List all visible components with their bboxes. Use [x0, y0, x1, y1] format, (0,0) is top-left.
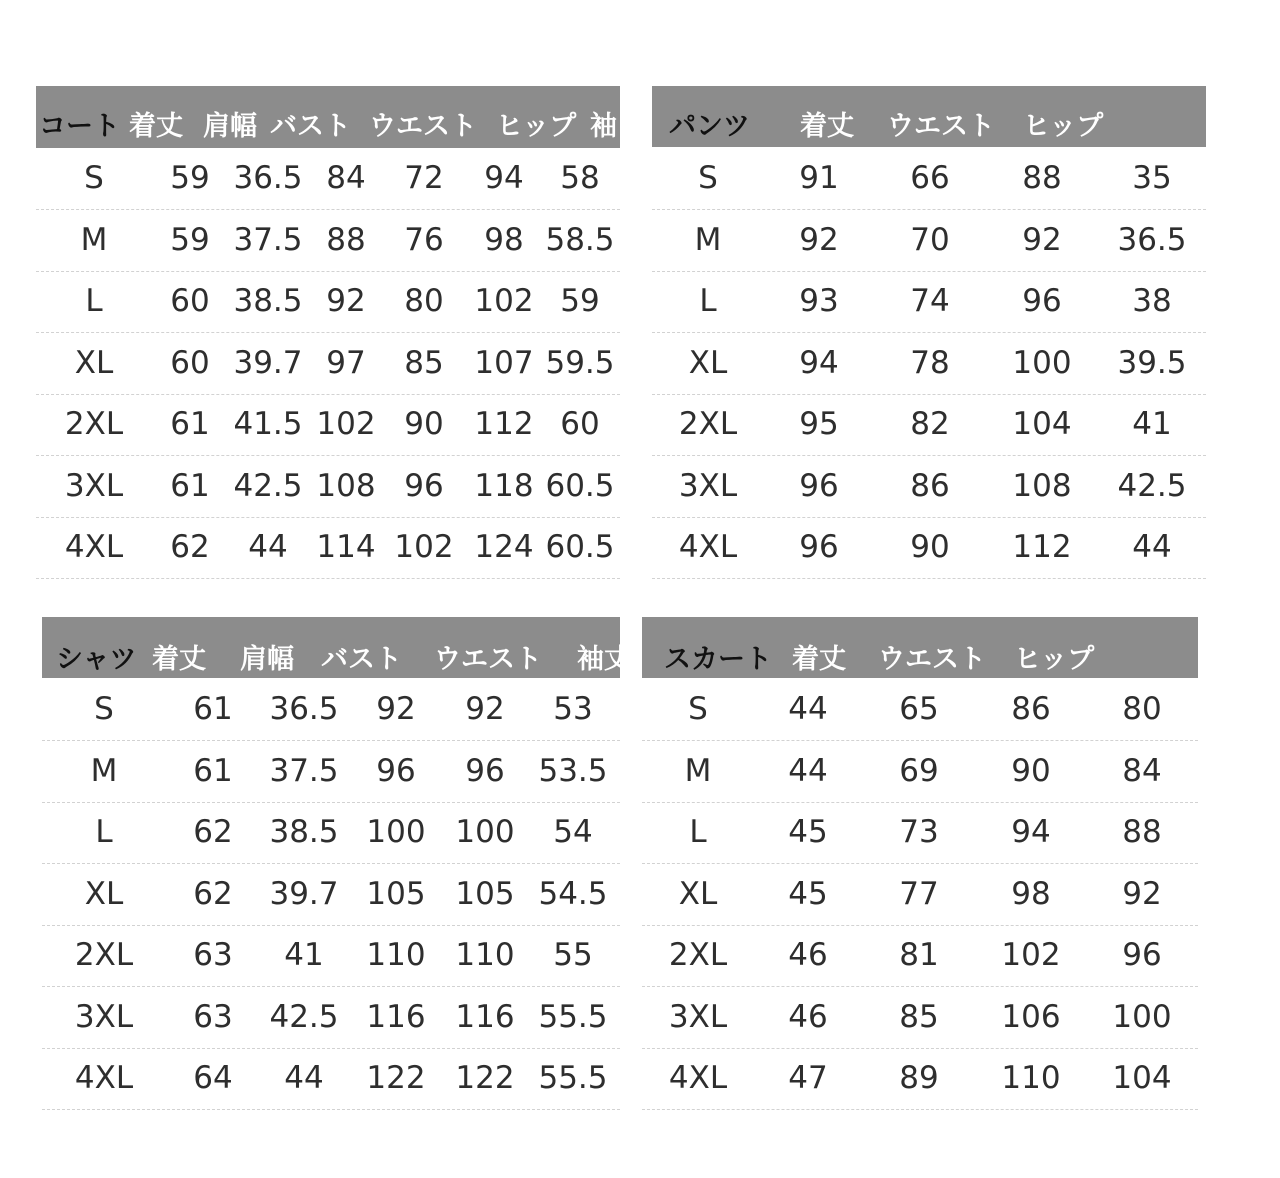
size-label: S	[94, 691, 114, 727]
column-header: バスト	[321, 644, 402, 675]
measurement-cell: 88	[326, 221, 366, 258]
size-label: 4XL	[74, 1060, 134, 1096]
measurement-cell: 80	[1122, 691, 1162, 727]
measurement-cell: 59	[170, 160, 210, 196]
table-row	[642, 925, 1198, 987]
measurement-cell: 118	[474, 467, 534, 504]
measurement-cell: 92	[1122, 875, 1162, 912]
measurement-cell: 85	[404, 344, 444, 381]
measurement-cell: 45	[788, 814, 828, 850]
table-row	[36, 394, 620, 456]
measurement-cell: 62	[170, 529, 210, 565]
measurement-cell: 39.7	[269, 875, 339, 912]
measurement-cell: 80	[404, 283, 444, 319]
measurement-cell: 39.5	[1117, 344, 1187, 381]
column-header: 袖	[590, 111, 617, 142]
measurement-cell: 86	[1011, 691, 1051, 727]
measurement-cell: 92	[326, 283, 366, 319]
measurement-cell: 44	[284, 1060, 324, 1096]
table-row	[642, 987, 1198, 1049]
measurement-cell: 86	[910, 467, 950, 504]
measurement-cell: 41.5	[233, 406, 303, 442]
measurement-cell: 35	[1132, 160, 1172, 196]
table-row	[652, 148, 1206, 210]
measurement-cell: 66	[910, 160, 950, 196]
measurement-cell: 46	[788, 998, 828, 1035]
measurement-cell: 59.5	[545, 344, 615, 381]
measurement-cell: 116	[366, 998, 426, 1035]
measurement-cell: 96	[465, 752, 505, 789]
size-label: M	[80, 221, 108, 258]
column-header: ヒップ	[1014, 644, 1095, 675]
size-label: M	[90, 752, 118, 789]
table-row	[42, 864, 620, 926]
column-header: 肩幅	[203, 111, 257, 142]
measurement-cell: 39.7	[233, 344, 303, 381]
column-header: 袖丈	[577, 644, 631, 675]
measurement-cell: 85	[899, 998, 939, 1035]
measurement-cell: 53	[553, 691, 593, 727]
measurement-cell: 91	[799, 160, 839, 196]
measurement-cell: 60.5	[545, 529, 615, 565]
measurement-cell: 90	[910, 529, 950, 565]
table-title: パンツ	[669, 111, 750, 142]
size-label: 3XL	[678, 467, 738, 504]
measurement-cell: 102	[316, 406, 376, 442]
measurement-cell: 54	[553, 814, 593, 850]
size-label: XL	[74, 344, 114, 381]
measurement-cell: 60	[560, 406, 600, 442]
measurement-cell: 88	[1022, 160, 1062, 196]
measurement-cell: 92	[376, 691, 416, 727]
measurement-cell: 78	[910, 344, 950, 381]
measurement-cell: 94	[799, 344, 839, 381]
measurement-cell: 90	[1011, 752, 1051, 789]
measurement-cell: 100	[455, 814, 515, 850]
measurement-cell: 97	[326, 344, 366, 381]
table-row	[652, 517, 1206, 579]
measurement-cell: 47	[788, 1060, 828, 1096]
table-row	[36, 148, 620, 210]
measurement-cell: 112	[474, 406, 534, 442]
measurement-cell: 63	[193, 998, 233, 1035]
measurement-cell: 112	[1012, 529, 1072, 565]
measurement-cell: 92	[1022, 221, 1062, 258]
measurement-cell: 60	[170, 344, 210, 381]
column-header: ヒップ	[1023, 111, 1104, 142]
size-label: M	[694, 221, 722, 258]
column-header: ウエスト	[887, 111, 995, 142]
size-label: L	[689, 814, 707, 850]
measurement-cell: 61	[193, 691, 233, 727]
table-title: コート	[39, 111, 120, 142]
table-row	[42, 679, 620, 741]
table-row	[36, 333, 620, 395]
column-header: バスト	[270, 111, 351, 142]
measurement-cell: 63	[193, 937, 233, 973]
measurement-cell: 61	[170, 467, 210, 504]
column-header: 着丈	[792, 644, 846, 675]
table-row	[36, 517, 620, 579]
measurement-cell: 122	[455, 1060, 515, 1096]
measurement-cell: 65	[899, 691, 939, 727]
table-row	[642, 864, 1198, 926]
measurement-cell: 36.5	[233, 160, 303, 196]
size-label: 4XL	[678, 529, 738, 565]
measurement-cell: 36.5	[269, 691, 339, 727]
table-row	[642, 741, 1198, 803]
measurement-cell: 46	[788, 937, 828, 973]
size-label: L	[85, 283, 103, 319]
measurement-cell: 44	[788, 691, 828, 727]
size-label: 2XL	[64, 406, 124, 442]
measurement-cell: 42.5	[1117, 467, 1187, 504]
size-label: 2XL	[668, 937, 728, 973]
column-header: 肩幅	[240, 644, 294, 675]
table-row	[652, 210, 1206, 272]
measurement-cell: 124	[474, 529, 534, 565]
table-row	[42, 1048, 620, 1110]
measurement-cell: 92	[799, 221, 839, 258]
size-label: XL	[84, 875, 124, 912]
table-header	[642, 617, 1198, 678]
measurement-cell: 72	[404, 160, 444, 196]
measurement-cell: 69	[899, 752, 939, 789]
measurement-cell: 58.5	[545, 221, 615, 258]
measurement-cell: 36.5	[1117, 221, 1187, 258]
size-label: 3XL	[668, 998, 728, 1035]
column-header: ウエスト	[878, 644, 986, 675]
column-header: ウエスト	[369, 111, 477, 142]
measurement-cell: 100	[1112, 998, 1172, 1035]
measurement-cell: 62	[193, 875, 233, 912]
measurement-cell: 102	[474, 283, 534, 319]
column-header: 着丈	[129, 111, 183, 142]
measurement-cell: 42.5	[269, 998, 339, 1035]
pants-size-table	[652, 86, 1206, 579]
table-row	[42, 802, 620, 864]
skirt-size-table	[642, 617, 1198, 1110]
measurement-cell: 110	[455, 937, 515, 973]
measurement-cell: 96	[404, 467, 444, 504]
measurement-cell: 104	[1012, 406, 1072, 442]
table-row	[36, 456, 620, 518]
measurement-cell: 81	[899, 937, 939, 973]
size-label: S	[688, 691, 708, 727]
measurement-cell: 92	[465, 691, 505, 727]
measurement-cell: 41	[1132, 406, 1172, 442]
size-label: L	[95, 814, 113, 850]
measurement-cell: 105	[366, 875, 426, 912]
measurement-cell: 98	[484, 221, 524, 258]
measurement-cell: 108	[316, 467, 376, 504]
measurement-cell: 55.5	[538, 1060, 608, 1096]
measurement-cell: 114	[316, 529, 376, 565]
measurement-cell: 107	[474, 344, 534, 381]
measurement-cell: 59	[560, 283, 600, 319]
size-label: 2XL	[678, 406, 738, 442]
measurement-cell: 76	[404, 221, 444, 258]
table-row	[642, 802, 1198, 864]
measurement-cell: 93	[799, 283, 839, 319]
measurement-cell: 106	[1001, 998, 1061, 1035]
measurement-cell: 55.5	[538, 998, 608, 1035]
measurement-cell: 42.5	[233, 467, 303, 504]
size-label: 4XL	[64, 529, 124, 565]
measurement-cell: 100	[1012, 344, 1072, 381]
measurement-cell: 41	[284, 937, 324, 973]
measurement-cell: 104	[1112, 1060, 1172, 1096]
column-header: ヒップ	[496, 111, 577, 142]
measurement-cell: 44	[248, 529, 288, 565]
size-label: 3XL	[74, 998, 134, 1035]
measurement-cell: 88	[1122, 814, 1162, 850]
measurement-cell: 122	[366, 1060, 426, 1096]
measurement-cell: 84	[1122, 752, 1162, 789]
size-label: M	[684, 752, 712, 789]
size-label: XL	[688, 344, 728, 381]
table-title: シャツ	[56, 644, 137, 675]
table-header	[36, 86, 620, 148]
measurement-cell: 58	[560, 160, 600, 196]
measurement-cell: 64	[193, 1060, 233, 1096]
measurement-cell: 96	[376, 752, 416, 789]
column-header: ウエスト	[434, 644, 542, 675]
measurement-cell: 110	[1001, 1060, 1061, 1096]
measurement-cell: 60.5	[545, 467, 615, 504]
measurement-cell: 54.5	[538, 875, 608, 912]
measurement-cell: 38.5	[269, 814, 339, 850]
size-label: 4XL	[668, 1060, 728, 1096]
measurement-cell: 44	[1132, 529, 1172, 565]
measurement-cell: 102	[1001, 937, 1061, 973]
table-row	[42, 741, 620, 803]
measurement-cell: 55	[553, 937, 593, 973]
table-row	[642, 1048, 1198, 1110]
measurement-cell: 90	[404, 406, 444, 442]
measurement-cell: 102	[394, 529, 454, 565]
measurement-cell: 61	[193, 752, 233, 789]
size-label: L	[699, 283, 717, 319]
table-header	[652, 86, 1206, 147]
table-row	[642, 679, 1198, 741]
coat-size-table	[36, 86, 620, 579]
measurement-cell: 84	[326, 160, 366, 196]
column-header: 着丈	[800, 111, 854, 142]
measurement-cell: 62	[193, 814, 233, 850]
measurement-cell: 95	[799, 406, 839, 442]
measurement-cell: 94	[1011, 814, 1051, 850]
measurement-cell: 96	[1122, 937, 1162, 973]
table-title: スカート	[664, 644, 772, 675]
measurement-cell: 61	[170, 406, 210, 442]
size-label: 3XL	[64, 467, 124, 504]
size-label: XL	[678, 875, 718, 912]
size-label: S	[698, 160, 718, 196]
measurement-cell: 105	[455, 875, 515, 912]
measurement-cell: 116	[455, 998, 515, 1035]
table-row	[42, 925, 620, 987]
measurement-cell: 60	[170, 283, 210, 319]
measurement-cell: 77	[899, 875, 939, 912]
column-header: 着丈	[152, 644, 206, 675]
measurement-cell: 38.5	[233, 283, 303, 319]
measurement-cell: 73	[899, 814, 939, 850]
shirt-size-table	[42, 617, 631, 1110]
table-header	[42, 617, 631, 678]
table-row	[652, 394, 1206, 456]
measurement-cell: 44	[788, 752, 828, 789]
table-row	[36, 271, 620, 333]
measurement-cell: 38	[1132, 283, 1172, 319]
table-row	[652, 456, 1206, 518]
measurement-cell: 96	[799, 529, 839, 565]
measurement-cell: 53.5	[538, 752, 608, 789]
size-label: S	[84, 160, 104, 196]
measurement-cell: 96	[799, 467, 839, 504]
measurement-cell: 82	[910, 406, 950, 442]
table-row	[36, 210, 620, 272]
measurement-cell: 100	[366, 814, 426, 850]
table-row	[652, 271, 1206, 333]
size-label: 2XL	[74, 937, 134, 973]
measurement-cell: 96	[1022, 283, 1062, 319]
measurement-cell: 98	[1011, 875, 1051, 912]
table-row	[652, 333, 1206, 395]
measurement-cell: 37.5	[269, 752, 339, 789]
measurement-cell: 74	[910, 283, 950, 319]
measurement-cell: 37.5	[233, 221, 303, 258]
table-row	[42, 987, 620, 1049]
measurement-cell: 89	[899, 1060, 939, 1096]
measurement-cell: 94	[484, 160, 524, 196]
measurement-cell: 108	[1012, 467, 1072, 504]
measurement-cell: 110	[366, 937, 426, 973]
measurement-cell: 45	[788, 875, 828, 912]
measurement-cell: 59	[170, 221, 210, 258]
measurement-cell: 70	[910, 221, 950, 258]
